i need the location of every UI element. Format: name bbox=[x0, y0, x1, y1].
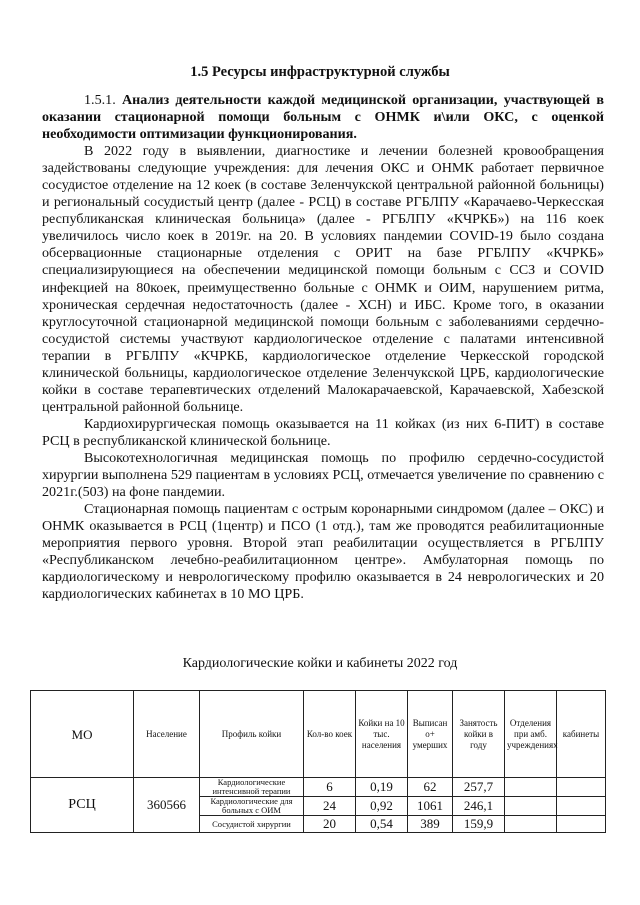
heading-text: Анализ деятельности каждой медицинской организации, участвующей в оказании стационарной помощи больным с ОНМК и\или ОКС, с оценкой необходимости оптимизации функционирования. bbox=[42, 92, 604, 143]
cell-count: 6 bbox=[304, 778, 356, 797]
table-row bbox=[31, 778, 606, 797]
cell-per10k: 0,19 bbox=[356, 778, 408, 797]
header-mo: МО bbox=[31, 691, 134, 778]
cell-departments bbox=[505, 816, 557, 833]
header-per10k: Койки на 10 тыс. населения bbox=[356, 691, 408, 778]
header-cabinets: кабинеты bbox=[557, 691, 606, 778]
cell-departments bbox=[505, 797, 557, 816]
cell-discharged: 1061 bbox=[408, 797, 453, 816]
cell-profile: Кардиологические для больных с ОИМ bbox=[200, 797, 304, 816]
body-text bbox=[42, 92, 604, 603]
table-header-row bbox=[31, 691, 606, 778]
cell-occupancy: 246,1 bbox=[453, 797, 505, 816]
header-discharged: Выписан о+ умерших bbox=[408, 691, 453, 778]
cell-per10k: 0,54 bbox=[356, 816, 408, 833]
section-title: 1.5 Ресурсы инфраструктурной службы bbox=[190, 64, 450, 80]
paragraph: Высокотехнологичная медицинская помощь по профилю сердечно-сосудистой хирургии выполнена 529 пациентам в условиях РСЦ, отмечается увеличение по сравнению с 2021г.(503) на фоне пандемии. bbox=[42, 449, 604, 501]
cell-population: 360566 bbox=[134, 778, 200, 833]
table-caption: Кардиологические койки и кабинеты 2022 год bbox=[182, 656, 458, 671]
paragraph: Стационарная помощь пациентам с острым коронарными синдромом (далее – ОКС) и ОНМК оказывается в РСЦ (1центр) и ПСО (1 отд.), там же проводятся реабилитационные мероприятия первого уровня. Второй этап реабилитации осуществляется в РГБЛПУ «Республиканском лечебно-реабилитационном центре». Амбулаторная помощь по кардиологическому и неврологическому профилю оказывается в 24 неврологических и 20 кардиологических кабинетах в 10 МО ЦРБ. bbox=[42, 501, 604, 603]
cell-occupancy: 257,7 bbox=[453, 778, 505, 797]
cell-profile: Кардиологические интенсивной терапии bbox=[200, 778, 304, 797]
cell-count: 20 bbox=[304, 816, 356, 833]
cell-per10k: 0,92 bbox=[356, 797, 408, 816]
header-occupancy: Занятость койки в году bbox=[453, 691, 505, 778]
cell-occupancy: 159,9 bbox=[453, 816, 505, 833]
header-departments: Отделения при амб. учреждениях bbox=[505, 691, 557, 778]
cell-mo: РСЦ bbox=[31, 778, 134, 833]
cell-discharged: 62 bbox=[408, 778, 453, 797]
cardiology-beds-table bbox=[30, 690, 606, 833]
cell-discharged: 389 bbox=[408, 816, 453, 833]
cell-count: 24 bbox=[304, 797, 356, 816]
subsection-heading bbox=[42, 92, 604, 143]
header-population: Население bbox=[134, 691, 200, 778]
paragraph: В 2022 году в выявлении, диагностике и лечении болезней кровообращения задействованы следующие учреждения: для лечения ОКС и ОНМК работает первичное сосудистое отделение на 12 коек (в составе Зеленчукской центральной районной больницы) и региональный сосудистый центр (далее - РСЦ) в составе РГБЛПУ «Карачаево-Черкесская республиканская клиническая больница» (далее - РГБЛПУ «КЧРКБ») на 116 коек увеличилось число коек в 2019г. на 20. В условиях пандемии COVID-19 было создана обсервационные стационарные отделения с ОРИТ на базе РГБЛПУ «КЧРКБ» специализирующиеся на обеспечении медицинской помощи больным с ССЗ и COVID инфекцией на 80коек, преимущественно больные с ОНМК и ОИМ, нарушением ритма, хроническая сердечная недостаточность (далее - ХСН) и ИБС. Кроме того, в оказании круглосуточной стационарной медицинской помощи больным с заболеваниями сердечно-сосудистой системы участвуют кардиологическое отделение с палатами интенсивной терапии в РГБЛПУ «КЧРКБ, кардиологическое отделение Черкесской городской клинической больницы, кардиологическое отделение Зеленчукской ЦРБ, кардиологические койки в составе терапевтических отделений Малокарачаевской, Карачаевской, Хабезской центральной районной больнице. bbox=[42, 143, 604, 415]
heading-number: 1.5.1. bbox=[84, 92, 116, 108]
cell-cabinets bbox=[557, 797, 606, 816]
header-count: Кол-во коек bbox=[304, 691, 356, 778]
cell-cabinets bbox=[557, 816, 606, 833]
cell-departments bbox=[505, 778, 557, 797]
cell-profile: Сосудистой хирургии bbox=[200, 816, 304, 833]
cell-cabinets bbox=[557, 778, 606, 797]
paragraph: Кардиохирургическая помощь оказывается на 11 койках (из них 6-ПИТ) в составе РСЦ в республиканской клинической больнице. bbox=[42, 415, 604, 449]
header-profile: Профиль койки bbox=[200, 691, 304, 778]
